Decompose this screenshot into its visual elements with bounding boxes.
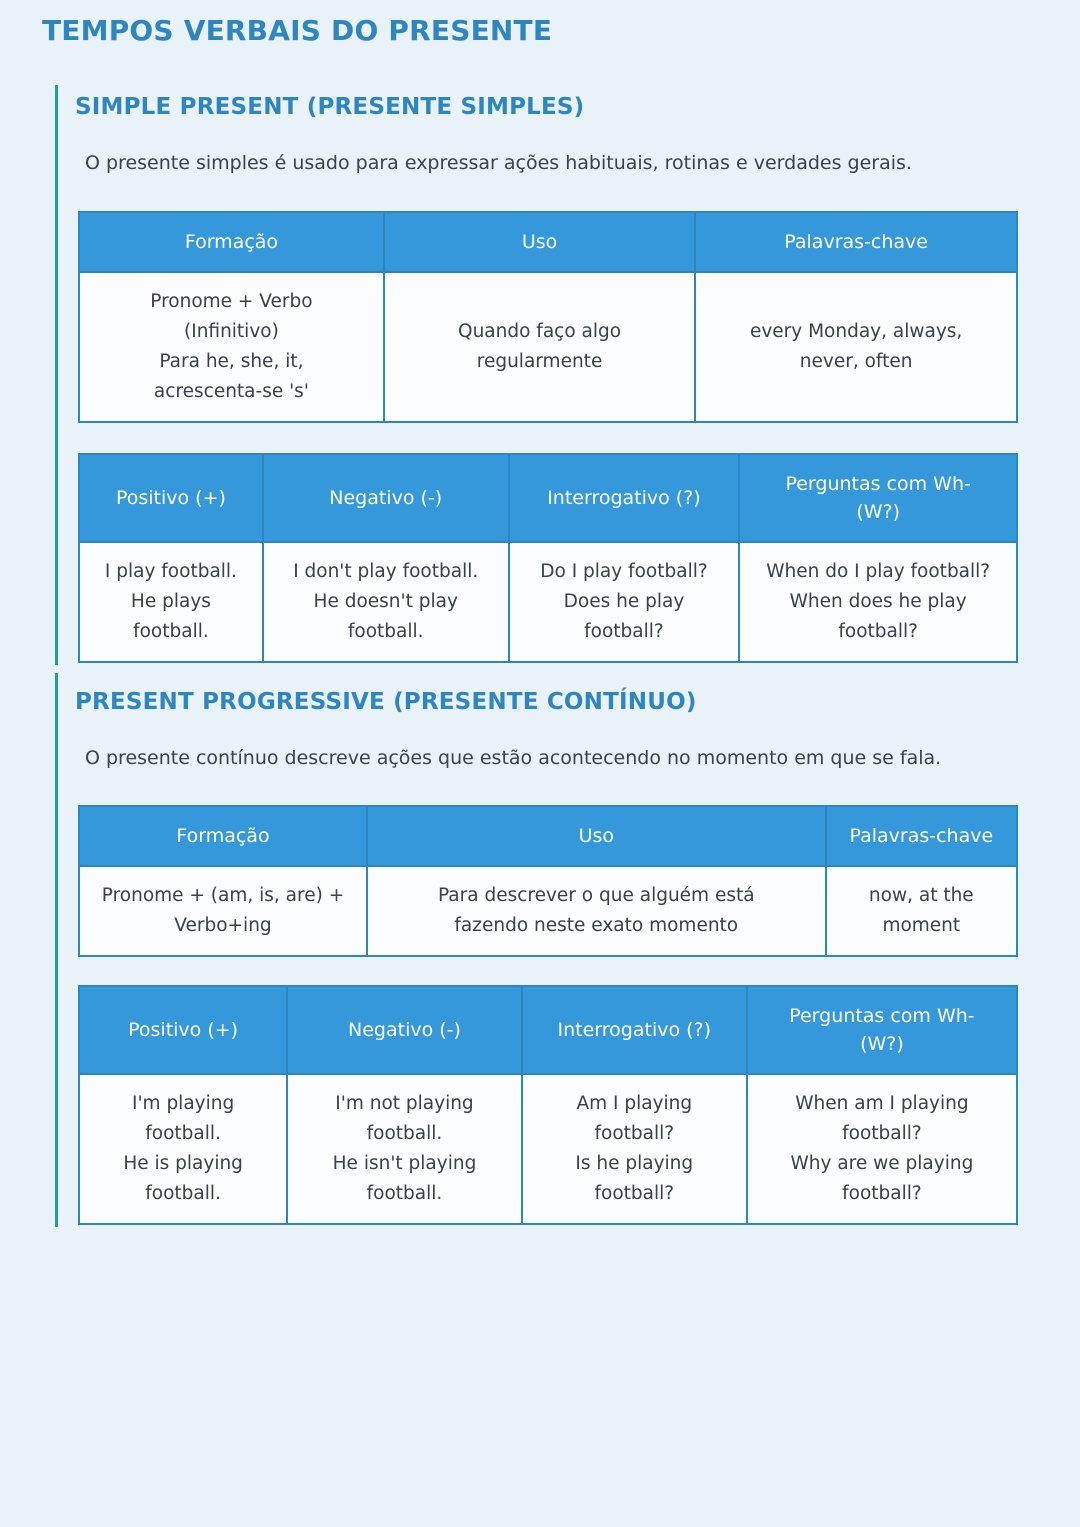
table-cell-positivo: I'm playing football. He is playing football.: [79, 1074, 287, 1224]
table-header-row: [79, 806, 1017, 866]
page-title: TEMPOS VERBAIS DO PRESENTE: [42, 14, 553, 47]
section-heading: PRESENT PROGRESSIVE (PRESENTE CONTÍNUO): [75, 689, 697, 715]
forms-table: [78, 453, 1018, 663]
column-header-formacao: Formação: [79, 806, 367, 866]
section-description: O presente simples é usado para expressar ações habituais, rotinas e verdades gerais.: [85, 152, 912, 174]
table-header-row: [79, 212, 1017, 272]
section-description: O presente contínuo descreve ações que estão acontecendo no momento em que se fala.: [85, 747, 942, 769]
column-header-negativo: Negativo (-): [287, 986, 522, 1074]
section-simple-present: [55, 85, 1020, 665]
forms-table: [78, 985, 1018, 1225]
table-row: [79, 866, 1017, 956]
table-row: [79, 272, 1017, 422]
table-header-row: [79, 454, 1017, 542]
table-cell-interrogativo: Do I play football? Does he play football?: [509, 542, 740, 662]
table-cell-palavras-chave: now, at the moment: [826, 866, 1017, 956]
column-header-uso: Uso: [367, 806, 826, 866]
table-cell-palavras-chave: every Monday, always, never, often: [695, 272, 1017, 422]
column-header-interrogativo: Interrogativo (?): [522, 986, 747, 1074]
section-present-progressive: [55, 673, 1020, 1227]
table-cell-formacao: Pronome + Verbo (Infinitivo) Para he, she, it, acrescenta-se 's': [79, 272, 384, 422]
column-header-interrogativo: Interrogativo (?): [509, 454, 740, 542]
table-row: [79, 1074, 1017, 1224]
formation-table: [78, 211, 1018, 423]
table-cell-uso: Para descrever o que alguém está fazendo neste exato momento: [367, 866, 826, 956]
table-header-row: [79, 986, 1017, 1074]
table-cell-interrogativo: Am I playing football? Is he playing football?: [522, 1074, 747, 1224]
column-header-positivo: Positivo (+): [79, 454, 263, 542]
table-cell-negativo: I don't play football. He doesn't play football.: [263, 542, 509, 662]
column-header-perguntas-wh: Perguntas com Wh- (W?): [747, 986, 1017, 1074]
table-row: [79, 542, 1017, 662]
table-cell-positivo: I play football. He plays football.: [79, 542, 263, 662]
column-header-formacao: Formação: [79, 212, 384, 272]
column-header-positivo: Positivo (+): [79, 986, 287, 1074]
table-cell-perguntas-wh: When do I play football? When does he play football?: [739, 542, 1017, 662]
formation-table: [78, 805, 1018, 957]
column-header-palavras-chave: Palavras-chave: [826, 806, 1017, 866]
table-cell-negativo: I'm not playing football. He isn't playing football.: [287, 1074, 522, 1224]
column-header-uso: Uso: [384, 212, 695, 272]
table-cell-formacao: Pronome + (am, is, are) + Verbo+ing: [79, 866, 367, 956]
column-header-negativo: Negativo (-): [263, 454, 509, 542]
table-cell-perguntas-wh: When am I playing football? Why are we playing football?: [747, 1074, 1017, 1224]
column-header-perguntas-wh: Perguntas com Wh- (W?): [739, 454, 1017, 542]
table-cell-uso: Quando faço algo regularmente: [384, 272, 695, 422]
column-header-palavras-chave: Palavras-chave: [695, 212, 1017, 272]
section-heading: SIMPLE PRESENT (PRESENTE SIMPLES): [75, 94, 585, 120]
